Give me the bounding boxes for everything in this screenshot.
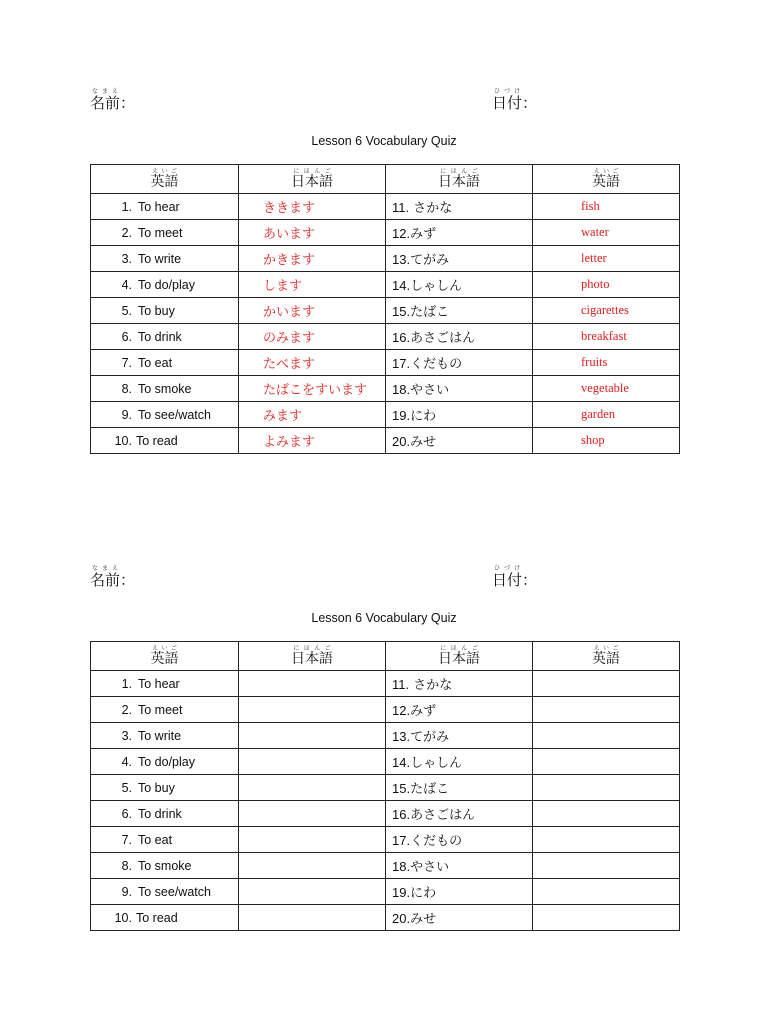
name-ruby: なまえ xyxy=(90,88,121,95)
table-row xyxy=(91,428,680,454)
item-number: 16. xyxy=(392,330,411,345)
english-answer-cell[interactable] xyxy=(533,905,680,931)
japanese-prompt-cell xyxy=(386,697,533,723)
english-prompt-cell xyxy=(91,220,239,246)
english-word: To buy xyxy=(138,303,175,318)
date-colon: ： xyxy=(522,94,538,112)
english-answer-cell[interactable] xyxy=(533,749,680,775)
item-number: 2. xyxy=(121,702,132,717)
col-nihongo: 日本語にほんご xyxy=(239,165,386,194)
japanese-word: たばこ xyxy=(410,782,450,797)
english-answer-cell[interactable] xyxy=(533,879,680,905)
english-prompt-cell xyxy=(91,671,239,697)
item-number: 6. xyxy=(121,806,132,821)
japanese-answer-cell[interactable] xyxy=(239,723,386,749)
japanese-prompt-cell xyxy=(386,402,533,428)
english-prompt-cell xyxy=(91,194,239,220)
english-answer-cell: cigarettes xyxy=(533,298,680,324)
japanese-prompt-cell xyxy=(386,350,533,376)
japanese-answer-cell: あいます xyxy=(239,220,386,246)
item-number: 6. xyxy=(121,329,132,344)
english-word: To see/watch xyxy=(138,407,211,422)
english-word: To drink xyxy=(138,329,182,344)
english-word: To smoke xyxy=(138,381,192,396)
japanese-answer-cell: よみます xyxy=(239,428,386,454)
item-number: 5. xyxy=(121,303,132,318)
table-row xyxy=(91,671,680,697)
japanese-word: みず xyxy=(410,227,437,242)
item-number: 15. xyxy=(392,781,411,796)
japanese-answer-cell: かいます xyxy=(239,298,386,324)
english-word: To smoke xyxy=(138,858,192,873)
japanese-prompt-cell xyxy=(386,298,533,324)
name-ruby: なまえ xyxy=(90,565,121,572)
item-number: 20. xyxy=(392,434,411,449)
item-number: 10. xyxy=(114,910,132,925)
japanese-prompt-cell xyxy=(386,853,533,879)
japanese-prompt-cell xyxy=(386,775,533,801)
table-row xyxy=(91,827,680,853)
english-word: To meet xyxy=(138,225,183,240)
item-number: 10. xyxy=(114,433,132,448)
japanese-prompt-cell xyxy=(386,246,533,272)
col-nihongo-2: 日本語にほんご xyxy=(386,642,533,671)
col-eigo: 英語えいご xyxy=(91,642,239,671)
english-prompt-cell xyxy=(91,801,239,827)
name-label xyxy=(90,565,135,590)
japanese-prompt-cell xyxy=(386,801,533,827)
item-number: 12. xyxy=(392,226,411,241)
date-kanji: 日付 xyxy=(492,571,523,589)
english-prompt-cell xyxy=(91,749,239,775)
japanese-word: みせ xyxy=(410,435,437,450)
english-word: To drink xyxy=(138,806,182,821)
item-number: 4. xyxy=(121,277,132,292)
table-row xyxy=(91,697,680,723)
name-colon: ： xyxy=(120,94,136,112)
english-prompt-cell xyxy=(91,350,239,376)
japanese-answer-cell: かきます xyxy=(239,246,386,272)
english-answer-cell: fish xyxy=(533,194,680,220)
english-answer-cell[interactable] xyxy=(533,723,680,749)
japanese-prompt-cell xyxy=(386,671,533,697)
item-number: 13. xyxy=(392,729,411,744)
table-row xyxy=(91,246,680,272)
col-eigo-2: 英語えいご xyxy=(533,165,680,194)
item-number: 9. xyxy=(121,407,132,422)
english-answer-cell: letter xyxy=(533,246,680,272)
item-number: 15. xyxy=(392,304,411,319)
japanese-word: しゃしん xyxy=(410,756,463,771)
english-word: To do/play xyxy=(138,277,195,292)
japanese-answer-cell[interactable] xyxy=(239,775,386,801)
item-number: 1. xyxy=(121,676,132,691)
item-number: 17. xyxy=(392,356,411,371)
date-label xyxy=(492,565,537,590)
item-number: 14. xyxy=(392,755,411,770)
table-row xyxy=(91,298,680,324)
english-word: To write xyxy=(138,728,182,743)
english-answer-cell: vegetable xyxy=(533,376,680,402)
japanese-prompt-cell xyxy=(386,749,533,775)
english-word: To meet xyxy=(138,702,183,717)
english-answer-cell: breakfast xyxy=(533,324,680,350)
table-row xyxy=(91,749,680,775)
english-answer-cell[interactable] xyxy=(533,827,680,853)
item-number: 9. xyxy=(121,884,132,899)
name-kanji: 名前 xyxy=(90,571,121,589)
item-number: 11. xyxy=(392,200,410,215)
col-nihongo-2: 日本語にほんご xyxy=(386,165,533,194)
date-ruby: ひづけ xyxy=(492,88,523,95)
item-number: 11. xyxy=(392,677,410,692)
item-number: 7. xyxy=(121,355,132,370)
japanese-prompt-cell xyxy=(386,827,533,853)
english-answer-cell[interactable] xyxy=(533,853,680,879)
item-number: 16. xyxy=(392,807,411,822)
item-number: 1. xyxy=(121,199,132,214)
japanese-answer-cell: ききます xyxy=(239,194,386,220)
english-word: To read xyxy=(136,910,178,925)
english-prompt-cell xyxy=(91,697,239,723)
quiz-table-blank xyxy=(90,641,680,931)
item-number: 13. xyxy=(392,252,411,267)
table-row xyxy=(91,350,680,376)
table-row xyxy=(91,775,680,801)
item-number: 12. xyxy=(392,703,411,718)
japanese-answer-cell[interactable] xyxy=(239,671,386,697)
english-answer-cell: shop xyxy=(533,428,680,454)
table-row xyxy=(91,905,680,931)
japanese-word: みせ xyxy=(410,912,437,927)
japanese-prompt-cell xyxy=(386,376,533,402)
japanese-word: さかな xyxy=(409,201,453,216)
english-answer-cell[interactable] xyxy=(533,697,680,723)
english-answer-cell[interactable] xyxy=(533,775,680,801)
date-ruby: ひづけ xyxy=(492,565,523,572)
quiz-title: Lesson 6 Vocabulary Quiz xyxy=(311,134,457,148)
english-prompt-cell xyxy=(91,723,239,749)
item-number: 14. xyxy=(392,278,411,293)
item-number: 20. xyxy=(392,911,411,926)
japanese-word: てがみ xyxy=(410,730,450,745)
table-header-row xyxy=(91,642,680,671)
japanese-answer-cell[interactable] xyxy=(239,801,386,827)
japanese-prompt-cell xyxy=(386,220,533,246)
table-row xyxy=(91,272,680,298)
japanese-word: にわ xyxy=(410,409,437,424)
english-prompt-cell xyxy=(91,324,239,350)
japanese-answer-cell[interactable] xyxy=(239,749,386,775)
table-row xyxy=(91,723,680,749)
japanese-prompt-cell xyxy=(386,194,533,220)
item-number: 3. xyxy=(121,728,132,743)
table-row xyxy=(91,194,680,220)
item-number: 18. xyxy=(392,382,411,397)
japanese-word: やさい xyxy=(410,383,450,398)
japanese-word: にわ xyxy=(410,886,437,901)
english-word: To write xyxy=(138,251,182,266)
japanese-answer-cell: します xyxy=(239,272,386,298)
date-colon: ： xyxy=(522,571,538,589)
japanese-answer-cell[interactable] xyxy=(239,853,386,879)
name-colon: ： xyxy=(120,571,136,589)
item-number: 5. xyxy=(121,780,132,795)
english-word: To hear xyxy=(138,676,180,691)
japanese-word: しゃしん xyxy=(410,279,463,294)
item-number: 8. xyxy=(121,381,132,396)
item-number: 3. xyxy=(121,251,132,266)
english-prompt-cell xyxy=(91,905,239,931)
table-row xyxy=(91,376,680,402)
japanese-word: てがみ xyxy=(410,253,450,268)
item-number: 18. xyxy=(392,859,411,874)
japanese-prompt-cell xyxy=(386,428,533,454)
quiz-table-key xyxy=(90,164,680,454)
english-prompt-cell xyxy=(91,879,239,905)
item-number: 17. xyxy=(392,833,411,848)
japanese-word: あさごはん xyxy=(410,808,476,823)
japanese-prompt-cell xyxy=(386,723,533,749)
col-eigo: 英語えいご xyxy=(91,165,239,194)
japanese-answer-cell: たばこをすいます xyxy=(239,376,386,402)
english-word: To eat xyxy=(138,832,173,847)
english-word: To buy xyxy=(138,780,175,795)
english-word: To read xyxy=(136,433,178,448)
english-word: To do/play xyxy=(138,754,195,769)
item-number: 19. xyxy=(392,885,411,900)
japanese-answer-cell: たべます xyxy=(239,350,386,376)
english-answer-cell: photo xyxy=(533,272,680,298)
english-word: To eat xyxy=(138,355,173,370)
english-answer-cell: fruits xyxy=(533,350,680,376)
english-prompt-cell xyxy=(91,775,239,801)
japanese-word: くだもの xyxy=(410,357,463,372)
japanese-prompt-cell xyxy=(386,272,533,298)
japanese-answer-cell[interactable] xyxy=(239,827,386,853)
english-prompt-cell xyxy=(91,376,239,402)
japanese-prompt-cell xyxy=(386,879,533,905)
table-row xyxy=(91,853,680,879)
date-kanji: 日付 xyxy=(492,94,523,112)
name-label xyxy=(90,88,135,113)
item-number: 7. xyxy=(121,832,132,847)
japanese-answer-cell[interactable] xyxy=(239,697,386,723)
japanese-word: やさい xyxy=(410,860,450,875)
japanese-word: みず xyxy=(410,704,437,719)
col-nihongo: 日本語にほんご xyxy=(239,642,386,671)
japanese-answer-cell[interactable] xyxy=(239,879,386,905)
table-row xyxy=(91,801,680,827)
item-number: 4. xyxy=(121,754,132,769)
english-answer-cell[interactable] xyxy=(533,671,680,697)
table-row xyxy=(91,879,680,905)
english-word: To see/watch xyxy=(138,884,211,899)
japanese-prompt-cell xyxy=(386,905,533,931)
table-header-row xyxy=(91,165,680,194)
english-prompt-cell xyxy=(91,272,239,298)
japanese-prompt-cell xyxy=(386,324,533,350)
japanese-word: さかな xyxy=(409,678,453,693)
table-row xyxy=(91,402,680,428)
english-prompt-cell xyxy=(91,428,239,454)
japanese-word: あさごはん xyxy=(410,331,476,346)
date-label xyxy=(492,88,537,113)
japanese-answer-cell[interactable] xyxy=(239,905,386,931)
english-answer-cell: garden xyxy=(533,402,680,428)
item-number: 19. xyxy=(392,408,411,423)
item-number: 8. xyxy=(121,858,132,873)
japanese-answer-cell: みます xyxy=(239,402,386,428)
japanese-answer-cell: のみます xyxy=(239,324,386,350)
english-prompt-cell xyxy=(91,246,239,272)
table-row xyxy=(91,220,680,246)
english-answer-cell[interactable] xyxy=(533,801,680,827)
japanese-word: たばこ xyxy=(410,305,450,320)
english-word: To hear xyxy=(138,199,180,214)
japanese-word: くだもの xyxy=(410,834,463,849)
english-prompt-cell xyxy=(91,402,239,428)
col-eigo-2: 英語えいご xyxy=(533,642,680,671)
item-number: 2. xyxy=(121,225,132,240)
quiz-title: Lesson 6 Vocabulary Quiz xyxy=(311,611,457,625)
english-answer-cell: water xyxy=(533,220,680,246)
english-prompt-cell xyxy=(91,827,239,853)
english-prompt-cell xyxy=(91,853,239,879)
english-prompt-cell xyxy=(91,298,239,324)
name-kanji: 名前 xyxy=(90,94,121,112)
table-row xyxy=(91,324,680,350)
